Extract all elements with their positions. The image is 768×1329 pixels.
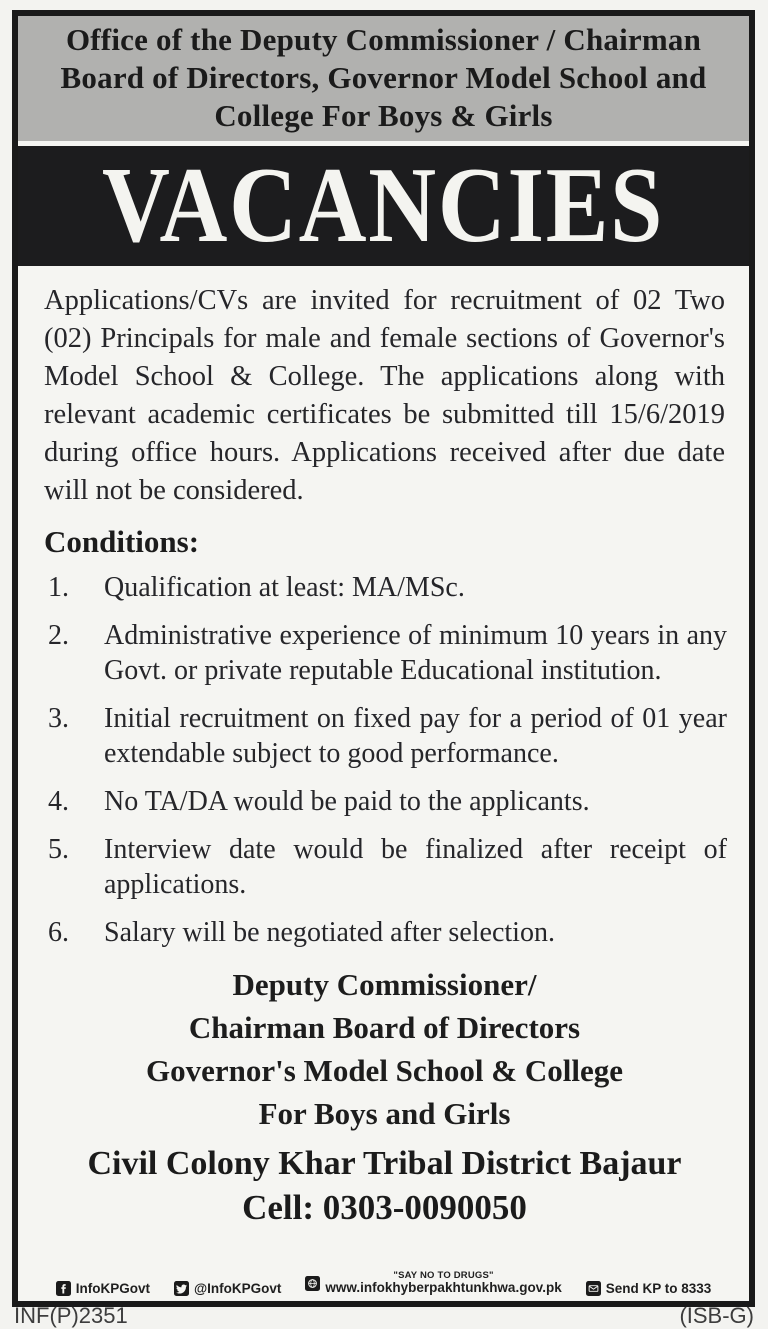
condition-item [44,618,727,688]
condition-number: 4. [48,786,69,817]
globe-icon [305,1276,320,1291]
condition-item [44,915,727,950]
conditions-heading: Conditions: [44,524,200,559]
condition-number: 6. [48,917,69,948]
ad-body [18,282,749,1228]
social-footer [18,1271,749,1296]
condition-text: Initial recruitment on fixed pay for a period of 01 year extendable subject to good performance. [104,703,727,769]
facebook-icon [56,1281,71,1296]
message-icon [586,1281,601,1296]
send-kp-label: Send KP to 8333 [605,1281,712,1296]
send-kp-item [586,1281,712,1296]
signature-line: For Boys and Girls [258,1096,511,1131]
vacancy-ad-container [12,10,755,1307]
condition-text: Interview date would be finalized after receipt of applications. [104,834,727,900]
facebook-item [56,1281,150,1296]
slogan-text: "SAY NO TO DRUGS" [393,1269,494,1281]
condition-item [44,701,727,771]
condition-item [44,570,727,605]
vacancies-title: VACANCIES [102,146,665,265]
website-item [305,1271,561,1296]
condition-number: 2. [48,620,69,651]
office-header [18,16,749,141]
website-url: www.infokhyberpakhtunkhwa.gov.pk [325,1280,562,1296]
facebook-label: InfoKPGovt [75,1281,150,1296]
intro-paragraph: Applications/CVs are invited for recruitment of 02 Two (02) Principals for male and female sections of Governor's Model School & College. The applications along with relevant academic certificates be submitted till 15/6/2019 during office hours. Applications received after due date will not be considered. [44,285,725,506]
condition-item [44,832,727,902]
condition-number: 3. [48,703,69,734]
address-line: Civil Colony Khar Tribal District Bajaur [87,1145,682,1182]
vacancies-banner [18,146,749,266]
signature-line: Deputy Commissioner/ [232,967,537,1002]
signature-line: Governor's Model School & College [146,1053,623,1088]
condition-item [44,784,727,819]
condition-number: 5. [48,834,69,865]
inf-reference: INF(P)2351 [14,1303,128,1328]
condition-text: No TA/DA would be paid to the applicants. [104,786,590,817]
cell-number: Cell: 0303-0090050 [242,1188,527,1227]
condition-text: Qualification at least: MA/MSc. [104,572,465,603]
condition-text: Salary will be negotiated after selection. [104,917,555,948]
signature-line: Chairman Board of Directors [188,1010,581,1045]
website-text-block [325,1271,561,1296]
isb-reference: (ISB-G) [679,1303,754,1328]
twitter-item [174,1281,281,1296]
twitter-label: @InfoKPGovt [194,1281,282,1296]
outside-reference-row [14,1303,754,1329]
conditions-list [42,570,727,950]
signature-block [42,963,727,1135]
condition-text: Administrative experience of minimum 10 years in any Govt. or private reputable Educational institution. [104,620,727,686]
twitter-bird-icon [174,1281,189,1296]
office-title: Office of the Deputy Commissioner / Chairman Board of Directors, Governor Model School and College For Boys & Girls [60,22,707,133]
condition-number: 1. [48,572,69,603]
